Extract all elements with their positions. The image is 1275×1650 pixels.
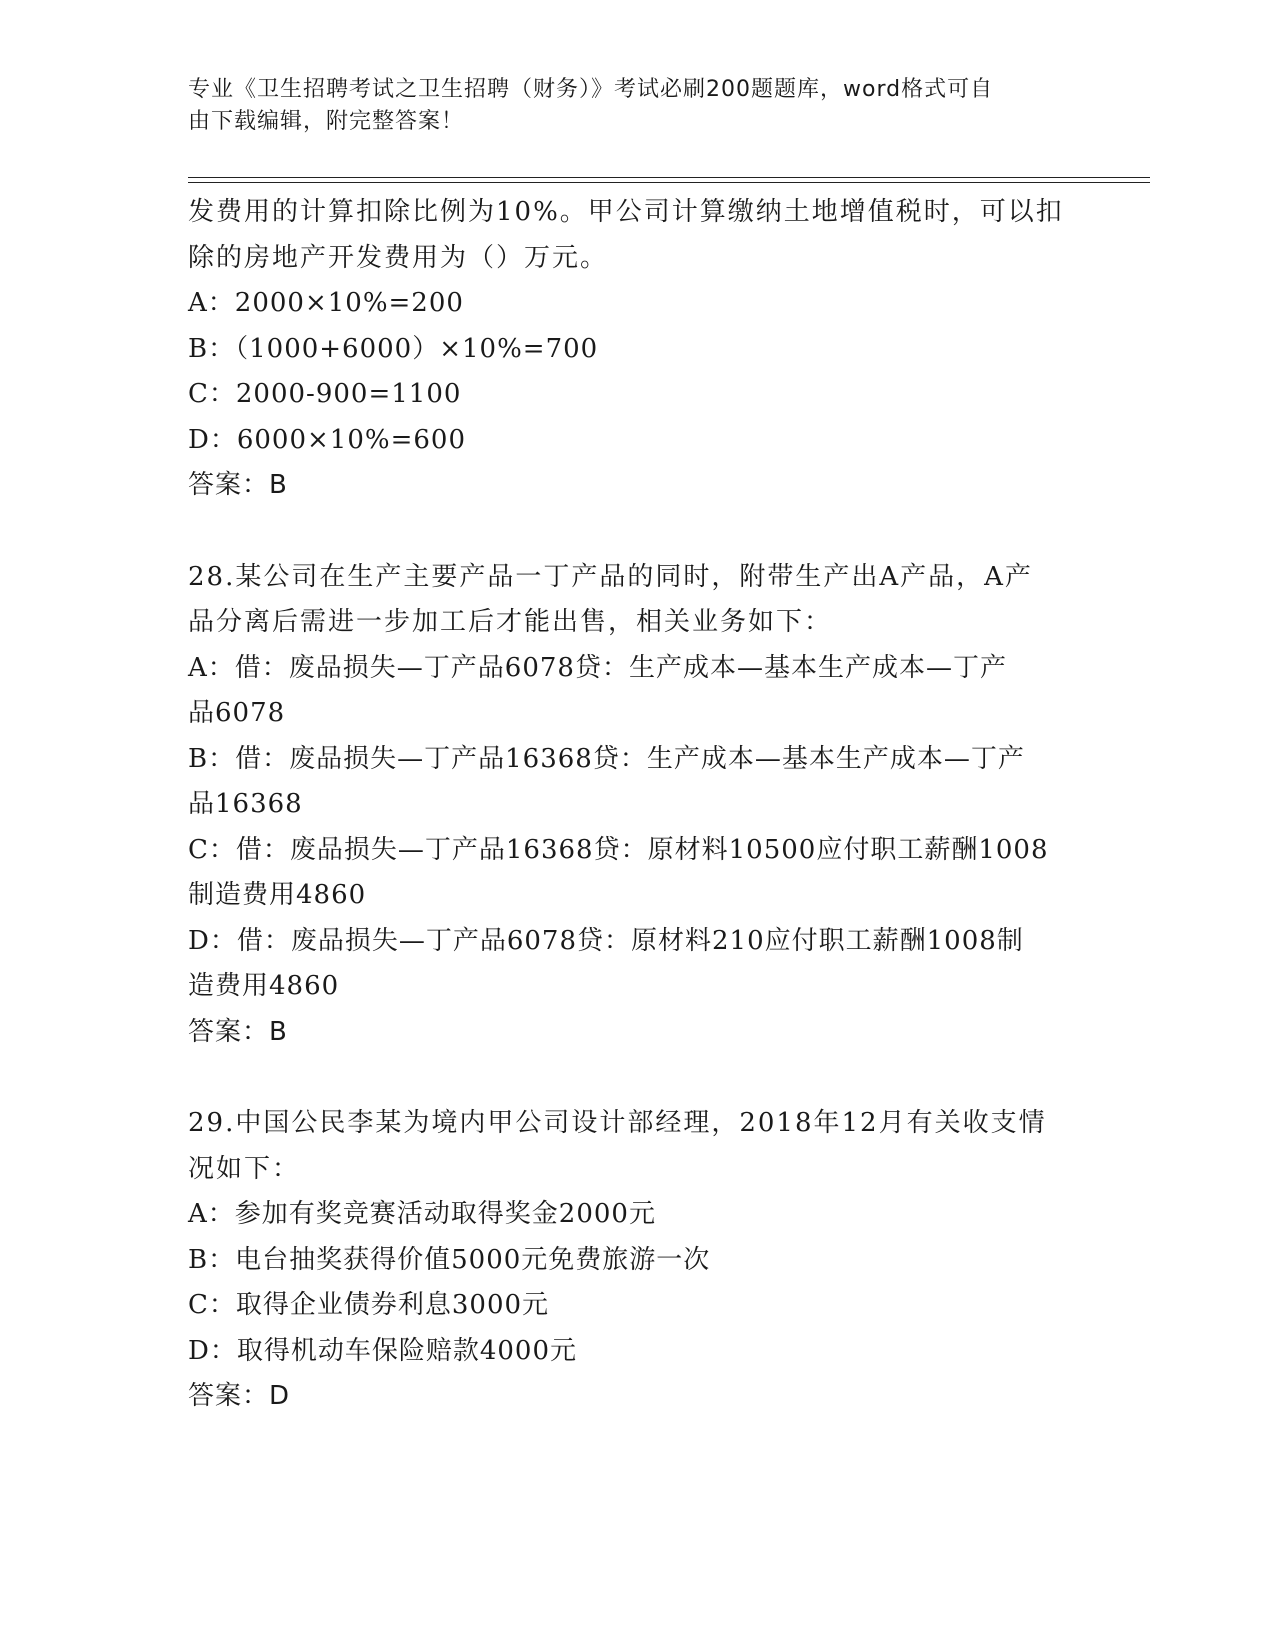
option-d: D：6000×10%=600 — [188, 424, 466, 455]
option-a: A：2000×10%=200 — [188, 288, 464, 318]
header-divider-top — [188, 177, 1150, 178]
option-c: C：2000-900=1100 — [188, 379, 462, 409]
answer: 答案：B — [188, 1016, 288, 1047]
option-d-continued: 造费用4860 — [188, 971, 340, 1001]
question-stem-line: 品分离后需进一步加工后才能出售，相关业务如下： — [188, 607, 833, 637]
header-line-1: 专业《卫生招聘考试之卫生招聘（财务）》考试必刷200题题库，word格式可自 — [188, 77, 994, 102]
option-b-continued: 品16368 — [188, 789, 303, 819]
question-stem-line: 除的房地产开发费用为（）万元。 — [188, 242, 609, 273]
header-divider-bottom — [188, 182, 1150, 183]
document-header — [188, 74, 1068, 138]
question-27 — [188, 190, 1088, 509]
answer: 答案：D — [188, 1381, 291, 1411]
header-line-2: 由下载编辑，附完整答案！ — [188, 109, 465, 134]
document-body — [188, 190, 1088, 1420]
question-29 — [188, 1101, 1088, 1420]
question-stem-line: 况如下： — [188, 1153, 301, 1184]
option-b: B：电台抽奖获得价值5000元免费旅游一次 — [188, 1244, 711, 1275]
option-c: C：取得企业债券利息3000元 — [188, 1290, 550, 1320]
option-d: D：取得机动车保险赔款4000元 — [188, 1335, 578, 1366]
option-b: B：借：废品损失—丁产品16368贷：生产成本—基本生产成本—丁产 — [188, 743, 1025, 774]
question-stem-line: 29.中国公民李某为境内甲公司设计部经理，2018年12月有关收支情 — [188, 1108, 1047, 1138]
option-a: A：借：废品损失—丁产品6078贷：生产成本—基本生产成本—丁产 — [188, 652, 1007, 683]
option-b: B：（1000+6000）×10%=700 — [188, 333, 599, 364]
option-a-continued: 品6078 — [188, 698, 286, 728]
option-c: C：借：废品损失—丁产品16368贷：原材料10500应付职工薪酬1008 — [188, 834, 1049, 865]
question-stem-line: 发费用的计算扣除比例为10%。甲公司计算缴纳土地增值税时，可以扣 — [188, 197, 1064, 227]
answer: 答案：B — [188, 470, 288, 500]
option-a: A：参加有奖竞赛活动取得奖金2000元 — [188, 1199, 656, 1229]
question-stem-line: 28.某公司在生产主要产品一丁产品的同时，附带生产出A产品，A产 — [188, 561, 1033, 592]
option-c-continued: 制造费用4860 — [188, 880, 367, 910]
question-28 — [188, 555, 1088, 1056]
option-d: D：借：废品损失—丁产品6078贷：原材料210应付职工薪酬1008制 — [188, 925, 1024, 956]
